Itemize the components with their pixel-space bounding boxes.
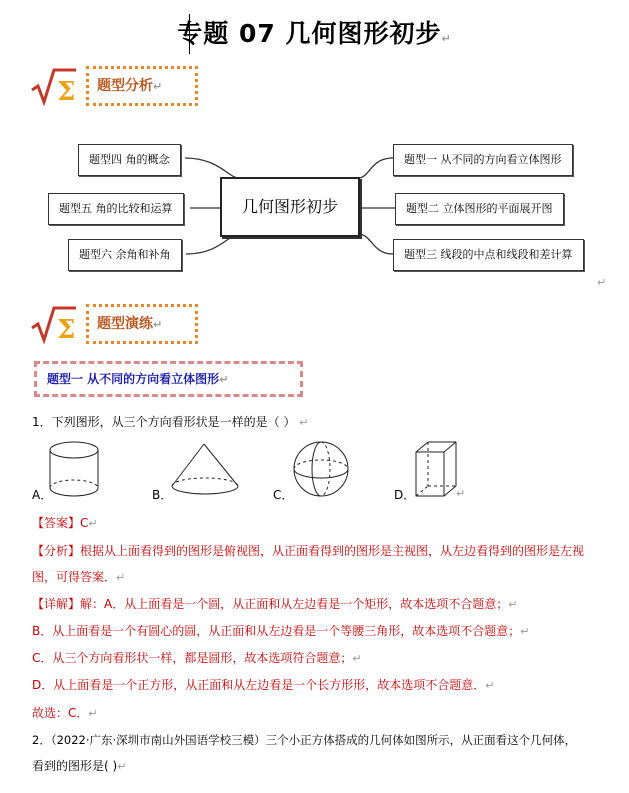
mindmap-node-right-2: 题型二 立体图形的平面展开图: [395, 193, 564, 225]
sqrt-sigma-icon: [30, 66, 78, 106]
topic-heading: 题型一 从不同的方向看立体图形↵: [34, 361, 303, 397]
mindmap-node-right-1: 题型一 从不同的方向看立体图形: [393, 144, 573, 176]
sqrt-sigma-icon: [30, 304, 78, 344]
page-title: 专题 07 几何图形初步↵: [177, 19, 452, 48]
option-b-label: B．: [152, 488, 173, 502]
svg-text:Σ: Σ: [57, 77, 76, 106]
analysis-line-2: 图，可得答案．↵: [32, 570, 126, 584]
detail-line-1: 【详解】解：A．从上面看是一个圆，从正面和从左边看是一个矩形，故本选项不合题意；↵: [32, 597, 518, 611]
paragraph-mark: ↵: [597, 276, 607, 289]
cylinder-figure: [46, 440, 104, 498]
mindmap-node-left-2: 题型五 角的比较和运算: [48, 193, 184, 225]
detail-line-2: B．从上面看是一个有圆心的圆，从正面和从左边看是一个等腰三角形，故本选项不合题意；↵: [32, 624, 530, 638]
sphere-figure: [292, 440, 352, 498]
paragraph-mark: ↵: [456, 487, 466, 500]
svg-text:Σ: Σ: [57, 315, 76, 344]
option-a-label: A．: [32, 488, 53, 502]
question-2-stem-2: 看到的图形是( )↵: [32, 759, 127, 773]
cone-figure: [168, 442, 244, 498]
question-1-stem: 1．下列图形，从三个方向看形状是一样的是（ ） ↵: [32, 415, 309, 429]
mindmap-center: 几何图形初步: [220, 177, 360, 237]
mindmap-node-left-1: 题型四 角的概念: [78, 144, 181, 176]
option-d-label: D．: [394, 488, 416, 502]
section-analysis-title: 题型分析↵: [86, 66, 198, 106]
answer-line: 【答案】C↵: [32, 516, 98, 530]
cuboid-figure: [414, 440, 458, 498]
question-2-stem-1: 2．（2022·广东·深圳市南山外国语学校三模）三个小正方体搭成的几何体如图所示，从正面看这个几何体，: [32, 733, 577, 747]
section-practice-title: 题型演练↵: [86, 304, 198, 344]
conclusion-line: 故选：C．↵: [32, 706, 98, 720]
option-c-label: C．: [273, 488, 294, 502]
mindmap-node-left-3: 题型六 余角和补角: [68, 239, 182, 271]
mindmap-node-right-3: 题型三 线段的中点和线段和差计算: [393, 239, 584, 271]
detail-line-4: D．从上面看是一个正方形，从正面和从左边看是一个长方形形，故本选项不合题意．↵: [32, 678, 495, 692]
analysis-line-1: 【分析】根据从上面看得到的图形是俯视图，从正面看得到的图形是主视图，从左边看得到的图形是左视: [32, 544, 585, 558]
detail-line-3: C．从三个方向看形状一样，都是圆形，故本选项符合题意；↵: [32, 651, 362, 665]
